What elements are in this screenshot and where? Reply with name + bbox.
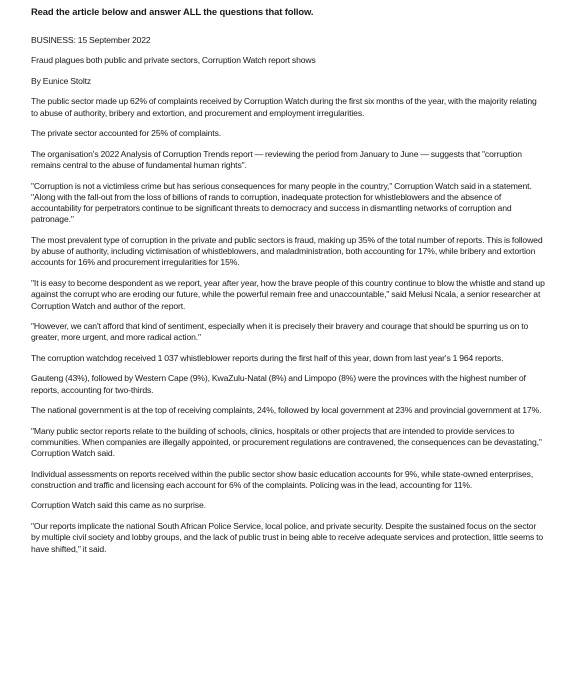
article-paragraph-14: "Our reports implicate the national South African Police Service, local police, and private security. Despite the sustained focus on the sector by multiple civil society and lobby groups, and the lack of public trust in being able to receive adequate services and protection, little seems to have shifted," it said. [31,520,544,554]
article-paragraph-8: The corruption watchdog received 1 037 whistleblower reports during the first half of this year, down from last year's 1 964 reports. [31,352,504,363]
article-paragraph-2: The private sector accounted for 25% of complaints. [31,128,222,139]
instruction-heading: Read the article below and answer ALL the questions that follow. [31,6,314,17]
article-paragraph-12: Individual assessments on reports received within the public sector show basic education accounts for 9%, while state-owned enterprises, construction and traffic and licensing each account for 6% of the complaints. Policing was in the lead, accounting for 11%. [31,468,534,490]
article-paragraph-13: Corruption Watch said this came as no surprise. [31,500,206,511]
article-headline: Fraud plagues both public and private sectors, Corruption Watch report shows [31,55,316,66]
article-paragraph-1: The public sector made up 62% of complaints received by Corruption Watch during the first six months of the year, with the majority relating to abuse of authority, bribery and extortion, and procurement and employment irregularities. [31,96,537,118]
article-byline: By Eunice Stoltz [31,75,92,86]
article-paragraph-6: "It is easy to become despondent as we report, year after year, how the brave people of this country continue to blow the whistle and stand up against the corrupt who are eroding our future, while the powerful remain free and unaccountable," said Melusi Ncala, a senior researcher at Corruption Watch and author of the report. [31,277,545,311]
article-paragraph-9: Gauteng (43%), followed by Western Cape (9%), KwaZulu-Natal (8%) and Limpopo (8%) were the provinces with the highest number of reports, accounting for two-thirds. [31,373,526,395]
article-paragraph-10: The national government is at the top of receiving complaints, 24%, followed by local government at 23% and provincial government at 17%. [31,405,542,416]
article-paragraph-11: "Many public sector reports relate to the building of schools, clinics, hospitals or other projects that are intended to provide services to communities. When companies are illegally appointed, or procurement regulations are contravened, the consequences can be devastating," Corruption Watch said. [31,425,542,459]
article-paragraph-7: "However, we can't afford that kind of sentiment, especially when it is precisely their bravery and courage that should be spurring us on to greater, more urgent, and more radical action." [31,321,529,343]
article-paragraph-4: "Corruption is not a victimless crime but has serious consequences for many people in the country," Corruption Watch said in a statement. "Along with the fall-out from the loss of billions of rands to corruption, inadequate protection for whistleblowers and the absence of accountability for perpetrators continue to be significant threats to democracy and success in dismantling networks of corruption and patronage." [31,180,532,225]
article-paragraph-5: The most prevalent type of corruption in the private and public sectors is fraud, making up 35% of the total number of reports. This is followed by abuse of authority, including victimisation of whistleblowers, and maladministration, both accounting for 17%, while bribery and extortion accounts for 16% and procurement irregularities for 15%. [31,234,543,268]
article-section-date: BUSINESS: 15 September 2022 [31,35,151,45]
article-paragraph-3: The organisation's 2022 Analysis of Corruption Trends report — reviewing the period from January to June — suggests that "corruption remains central to the abuse of fundamental human rights". [31,148,522,171]
